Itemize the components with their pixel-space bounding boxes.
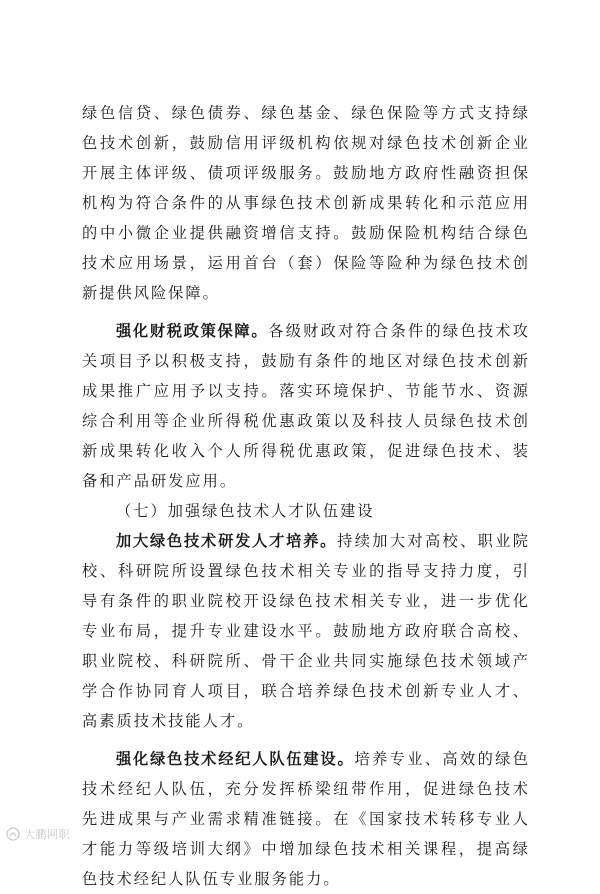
document-body — [82, 98, 530, 894]
paragraph-lead-fiscal: 强化财税政策保障。 — [116, 322, 269, 340]
watermark — [6, 826, 70, 842]
paragraph-body-fiscal: 各级财政对符合条件的绿色技术攻关项目予以积极支持，鼓励有条件的地区对绿色技术创新成果推广应用予以支持。落实环境保护、节能节水、资源综合利用等企业所得税优惠政策以及科技人员绿色技术创新成果转化收入个人所得税优惠政策，促进绿色技术、装备和产品研发应用。 — [82, 322, 531, 490]
paragraph-body-broker: 培养专业、高效的绿色技术经纪人队伍，充分发挥桥梁纽带作用，促进绿色技术先进成果与产业需求精准链接。在《国家技术转移专业人才能力等级培训大纲》中增加绿色技术相关课程，提高绿色技术经纪人队伍专业服务能力。 — [82, 750, 531, 888]
paragraph-lead-rd: 加大绿色技术研发人才培养。 — [116, 532, 338, 550]
paragraph-lead-broker: 强化绿色技术经纪人队伍建设。 — [116, 750, 355, 768]
paragraph-gap — [82, 308, 530, 316]
paragraph-gap — [82, 736, 530, 744]
section-heading-talent: （七）加强绿色技术人才队伍建设 — [116, 502, 375, 520]
paragraph-body-rd: 持续加大对高校、职业院校、科研院所设置绿色技术相关专业的指导支持力度，引导有条件的职业院校开设绿色技术相关专业，进一步优化专业布局，提升专业建设水平。鼓励地方政府联合高校、职业院校、科研院所、骨干企业共同实施绿色技术领域产学合作协同育人项目，联合培养绿色技术创新专业人才、高素质技术技能人才。 — [82, 532, 531, 730]
paragraph-green-finance: 绿色信贷、绿色债券、绿色基金、绿色保险等方式支持绿色技术创新，鼓励信用评级机构依规对绿色技术创新企业开展主体评级、债项评级服务。鼓励地方政府性融资担保机构为符合条件的从事绿色技术创新成果转化和示范应用的中小微企业提供融资增信支持。鼓励保险机构结合绿色技术应用场景，运用首台（套）保险等险种为绿色技术创新提供风险保障。 — [82, 104, 530, 302]
paragraph-rd-talent — [82, 526, 530, 736]
paragraph-broker-team — [82, 744, 530, 894]
paragraph-fiscal-policy — [82, 316, 530, 496]
logo-icon — [6, 827, 20, 841]
watermark-text: 大鹏网职 — [24, 828, 70, 841]
